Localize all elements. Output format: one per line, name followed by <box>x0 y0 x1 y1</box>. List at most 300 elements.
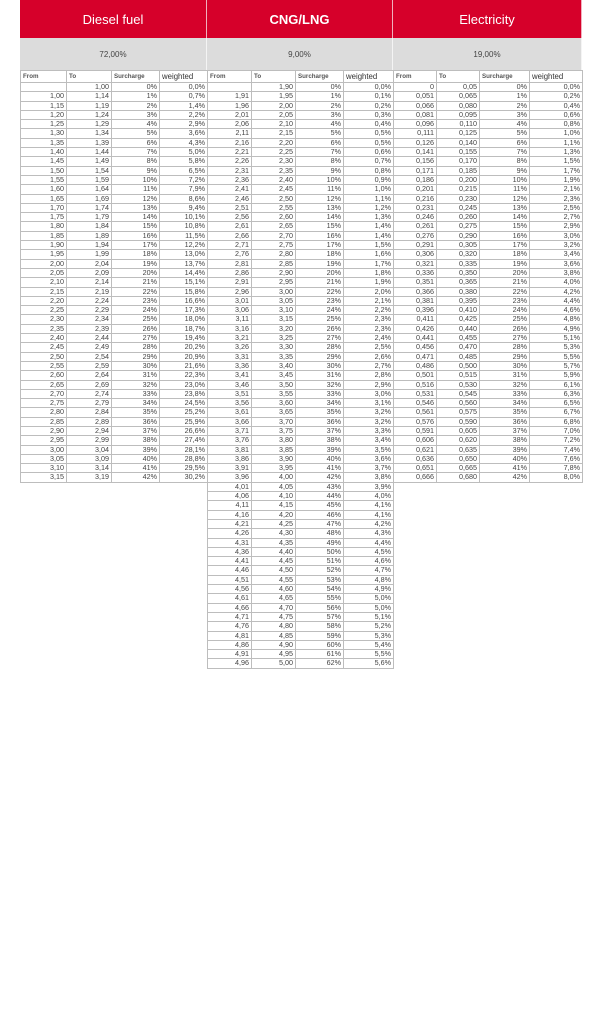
cell-surcharge: 20% <box>480 268 530 277</box>
table-row <box>21 389 208 398</box>
cell-weighted: 2,3% <box>530 194 583 203</box>
table-row <box>21 213 208 222</box>
cell-weighted: 19,4% <box>160 334 208 343</box>
cell-from: 0,546 <box>394 399 437 408</box>
cell-surcharge: 45% <box>296 501 344 510</box>
table-row <box>208 306 394 315</box>
cell-weighted: 7,6% <box>530 454 583 463</box>
table-row <box>394 231 583 240</box>
cell-to: 0,425 <box>437 315 480 324</box>
cell-to: 2,19 <box>67 287 112 296</box>
cell-surcharge: 15% <box>296 222 344 231</box>
cell-weighted: 0,2% <box>530 92 583 101</box>
cell-from: 2,16 <box>208 138 252 147</box>
cell-weighted: 1,3% <box>344 213 394 222</box>
cell-to: 1,90 <box>252 83 296 92</box>
cng-weight: 9,00% <box>207 38 393 70</box>
cell-from: 2,21 <box>208 148 252 157</box>
cell-weighted: 4,8% <box>344 575 394 584</box>
cell-to: 4,40 <box>252 547 296 556</box>
table-row <box>394 343 583 352</box>
cell-weighted: 20,2% <box>160 343 208 352</box>
cell-weighted: 5,3% <box>530 343 583 352</box>
cell-weighted: 4,7% <box>344 566 394 575</box>
cell-from: 1,65 <box>21 194 67 203</box>
cell-to: 2,35 <box>252 166 296 175</box>
cell-surcharge: 40% <box>296 454 344 463</box>
table-row <box>394 389 583 398</box>
cell-surcharge: 2% <box>480 101 530 110</box>
cell-from: 4,01 <box>208 482 252 491</box>
cell-surcharge: 18% <box>480 250 530 259</box>
cell-surcharge: 36% <box>480 417 530 426</box>
cell-surcharge: 36% <box>112 417 160 426</box>
cell-weighted: 1,4% <box>344 222 394 231</box>
table-row <box>208 547 394 556</box>
table-row <box>208 631 394 640</box>
cell-surcharge: 49% <box>296 538 344 547</box>
cell-to: 2,30 <box>252 157 296 166</box>
column-header-from: From <box>394 71 437 83</box>
cell-from: 0,621 <box>394 445 437 454</box>
cell-surcharge: 20% <box>296 268 344 277</box>
cell-to: 0,365 <box>437 278 480 287</box>
cell-to: 2,44 <box>67 334 112 343</box>
cell-surcharge: 32% <box>296 380 344 389</box>
cell-weighted: 2,5% <box>530 203 583 212</box>
cell-surcharge: 57% <box>296 612 344 621</box>
cell-weighted: 12,2% <box>160 241 208 250</box>
cell-to: 2,34 <box>67 315 112 324</box>
cell-from: 1,90 <box>21 241 67 250</box>
table-row <box>394 157 583 166</box>
cell-surcharge: 1% <box>296 92 344 101</box>
cell-weighted: 1,7% <box>344 259 394 268</box>
cell-to: 0,05 <box>437 83 480 92</box>
cell-from: 2,66 <box>208 231 252 240</box>
cell-to: 0,170 <box>437 157 480 166</box>
table-row <box>208 120 394 129</box>
cell-from: 2,20 <box>21 296 67 305</box>
cng-column-headers <box>208 71 394 83</box>
cell-weighted: 13,0% <box>160 250 208 259</box>
cell-weighted: 3,9% <box>344 482 394 491</box>
cell-weighted: 3,1% <box>344 399 394 408</box>
cell-from: 4,46 <box>208 566 252 575</box>
cell-to: 0,515 <box>437 371 480 380</box>
cell-surcharge: 62% <box>296 659 344 668</box>
cell-weighted: 2,6% <box>344 352 394 361</box>
electricity-table <box>393 70 583 483</box>
cell-to: 0,080 <box>437 101 480 110</box>
cell-weighted: 4,6% <box>344 557 394 566</box>
table-row <box>208 250 394 259</box>
cell-weighted: 0,6% <box>530 110 583 119</box>
cell-from: 2,80 <box>21 408 67 417</box>
cell-weighted: 11,5% <box>160 231 208 240</box>
cell-from: 4,21 <box>208 519 252 528</box>
cell-weighted: 4,0% <box>530 278 583 287</box>
cell-weighted: 5,5% <box>344 650 394 659</box>
cell-to: 3,95 <box>252 464 296 473</box>
cell-weighted: 3,4% <box>344 436 394 445</box>
cell-from: 2,45 <box>21 343 67 352</box>
cell-to: 3,15 <box>252 315 296 324</box>
table-row <box>21 166 208 175</box>
cell-surcharge: 10% <box>480 175 530 184</box>
cell-weighted: 7,2% <box>530 436 583 445</box>
cell-weighted: 3,2% <box>530 241 583 250</box>
cell-from: 3,71 <box>208 426 252 435</box>
cell-surcharge: 26% <box>480 324 530 333</box>
cell-surcharge: 11% <box>480 185 530 194</box>
cell-from: 2,15 <box>21 287 67 296</box>
cell-surcharge: 33% <box>112 389 160 398</box>
cell-weighted: 7,2% <box>160 175 208 184</box>
table-row <box>208 445 394 454</box>
table-row <box>21 408 208 417</box>
cell-weighted: 0,8% <box>344 166 394 175</box>
cell-to: 2,00 <box>252 101 296 110</box>
cell-surcharge: 8% <box>480 157 530 166</box>
cell-surcharge: 2% <box>296 101 344 110</box>
cell-to: 2,95 <box>252 278 296 287</box>
cell-weighted: 16,6% <box>160 296 208 305</box>
table-row <box>394 222 583 231</box>
cell-surcharge: 27% <box>480 334 530 343</box>
cell-weighted: 2,2% <box>344 306 394 315</box>
table-row <box>394 334 583 343</box>
cell-weighted: 26,6% <box>160 426 208 435</box>
cell-weighted: 1,4% <box>344 231 394 240</box>
cell-weighted: 6,5% <box>530 399 583 408</box>
cell-to: 3,80 <box>252 436 296 445</box>
cell-from: 3,01 <box>208 296 252 305</box>
table-row <box>394 426 583 435</box>
cell-to: 4,25 <box>252 519 296 528</box>
cell-surcharge: 34% <box>112 399 160 408</box>
cell-to: 2,40 <box>252 175 296 184</box>
cell-from: 0,096 <box>394 120 437 129</box>
table-row <box>21 473 208 482</box>
cell-to: 1,79 <box>67 213 112 222</box>
cell-to: 1,64 <box>67 185 112 194</box>
cell-weighted: 1,9% <box>530 175 583 184</box>
cell-weighted: 2,9% <box>530 222 583 231</box>
cell-to: 0,530 <box>437 380 480 389</box>
cell-surcharge: 21% <box>480 278 530 287</box>
cell-weighted: 2,1% <box>344 296 394 305</box>
cell-weighted: 21,6% <box>160 361 208 370</box>
cell-surcharge: 38% <box>112 436 160 445</box>
table-row <box>208 101 394 110</box>
cell-from: 4,26 <box>208 529 252 538</box>
cell-surcharge: 9% <box>480 166 530 175</box>
cell-surcharge: 26% <box>296 324 344 333</box>
cell-surcharge: 21% <box>296 278 344 287</box>
cell-weighted: 5,0% <box>160 148 208 157</box>
cell-weighted: 1,9% <box>344 278 394 287</box>
cell-from: 0,531 <box>394 389 437 398</box>
table-row <box>394 185 583 194</box>
table-row <box>208 83 394 92</box>
cell-from: 2,81 <box>208 259 252 268</box>
cell-to: 2,49 <box>67 343 112 352</box>
cell-from: 2,96 <box>208 287 252 296</box>
cell-weighted: 2,9% <box>344 380 394 389</box>
cell-to: 2,74 <box>67 389 112 398</box>
cell-weighted: 3,0% <box>344 389 394 398</box>
table-row <box>21 110 208 119</box>
cell-weighted: 13,7% <box>160 259 208 268</box>
cell-to: 1,00 <box>67 83 112 92</box>
table-row <box>394 166 583 175</box>
cell-to: 1,34 <box>67 129 112 138</box>
cell-surcharge: 0% <box>112 83 160 92</box>
cell-weighted: 22,3% <box>160 371 208 380</box>
cell-surcharge: 34% <box>296 399 344 408</box>
cell-from: 0,186 <box>394 175 437 184</box>
cell-surcharge: 13% <box>296 203 344 212</box>
cell-from: 1,55 <box>21 175 67 184</box>
cell-from: 0,201 <box>394 185 437 194</box>
table-row <box>208 622 394 631</box>
cell-from: 2,76 <box>208 250 252 259</box>
cell-weighted: 1,1% <box>530 138 583 147</box>
cell-from: 3,76 <box>208 436 252 445</box>
cell-from: 2,71 <box>208 241 252 250</box>
cell-surcharge: 23% <box>480 296 530 305</box>
cell-weighted: 4,2% <box>344 519 394 528</box>
cell-weighted: 3,0% <box>530 231 583 240</box>
table-row <box>21 278 208 287</box>
cell-from: 2,36 <box>208 175 252 184</box>
cell-from: 2,70 <box>21 389 67 398</box>
cell-surcharge: 13% <box>480 203 530 212</box>
table-row <box>208 659 394 668</box>
cell-to: 0,395 <box>437 296 480 305</box>
table-row <box>21 241 208 250</box>
cell-from: 3,41 <box>208 371 252 380</box>
cell-surcharge: 18% <box>296 250 344 259</box>
table-row <box>208 492 394 501</box>
cell-surcharge: 29% <box>296 352 344 361</box>
cell-from: 0,636 <box>394 454 437 463</box>
cell-weighted: 7,9% <box>160 185 208 194</box>
cell-weighted: 3,8% <box>530 268 583 277</box>
cell-weighted: 7,8% <box>530 464 583 473</box>
cell-surcharge: 21% <box>112 278 160 287</box>
cell-weighted: 18,0% <box>160 315 208 324</box>
cell-to: 3,60 <box>252 399 296 408</box>
cell-from: 3,46 <box>208 380 252 389</box>
cell-to: 1,49 <box>67 157 112 166</box>
cell-surcharge: 33% <box>296 389 344 398</box>
cell-weighted: 2,3% <box>344 315 394 324</box>
cell-from: 0,516 <box>394 380 437 389</box>
cell-from: 0,051 <box>394 92 437 101</box>
cell-from: 0,396 <box>394 306 437 315</box>
cell-from: 3,56 <box>208 399 252 408</box>
cell-from: 0,336 <box>394 268 437 277</box>
cell-surcharge: 22% <box>296 287 344 296</box>
cell-to: 0,350 <box>437 268 480 277</box>
table-row <box>208 538 394 547</box>
cell-surcharge: 22% <box>112 287 160 296</box>
cell-surcharge: 9% <box>112 166 160 175</box>
cell-surcharge: 47% <box>296 519 344 528</box>
cell-weighted: 0,2% <box>344 101 394 110</box>
cell-surcharge: 32% <box>480 380 530 389</box>
cell-from: 1,45 <box>21 157 67 166</box>
cell-surcharge: 19% <box>480 259 530 268</box>
diesel-weight: 72,00% <box>20 38 207 70</box>
cell-to: 1,14 <box>67 92 112 101</box>
cell-from: 0,081 <box>394 110 437 119</box>
cell-weighted: 1,7% <box>530 166 583 175</box>
cell-from: 3,61 <box>208 408 252 417</box>
cell-weighted: 0,6% <box>344 148 394 157</box>
cell-to: 0,665 <box>437 464 480 473</box>
cell-from: 4,91 <box>208 650 252 659</box>
column-header-surcharge: Surcharge <box>112 71 160 83</box>
cell-from: 0,606 <box>394 436 437 445</box>
cell-from: 4,36 <box>208 547 252 556</box>
cell-surcharge: 54% <box>296 585 344 594</box>
cell-from: 1,25 <box>21 120 67 129</box>
cell-to: 4,00 <box>252 473 296 482</box>
cell-to: 0,065 <box>437 92 480 101</box>
cell-to: 0,200 <box>437 175 480 184</box>
table-row <box>394 473 583 482</box>
cell-surcharge: 6% <box>296 138 344 147</box>
cell-weighted: 4,1% <box>344 501 394 510</box>
cell-surcharge: 4% <box>112 120 160 129</box>
table-row <box>21 120 208 129</box>
cell-weighted: 6,1% <box>530 380 583 389</box>
cell-to: 2,80 <box>252 250 296 259</box>
cell-surcharge: 16% <box>480 231 530 240</box>
cell-from: 2,06 <box>208 120 252 129</box>
table-row <box>394 213 583 222</box>
cell-from: 0,351 <box>394 278 437 287</box>
cell-weighted: 1,0% <box>344 185 394 194</box>
cell-to: 4,45 <box>252 557 296 566</box>
cell-to: 1,89 <box>67 231 112 240</box>
table-row <box>394 371 583 380</box>
cell-surcharge: 40% <box>112 454 160 463</box>
cell-weighted: 23,8% <box>160 389 208 398</box>
cell-weighted: 5,1% <box>530 334 583 343</box>
table-row <box>208 603 394 612</box>
table-row <box>208 157 394 166</box>
cell-weighted: 6,8% <box>530 417 583 426</box>
cell-weighted: 2,7% <box>344 361 394 370</box>
table-row <box>208 185 394 194</box>
table-row <box>394 101 583 110</box>
cell-from: 0,666 <box>394 473 437 482</box>
cell-from: 2,90 <box>21 426 67 435</box>
diesel-column-headers <box>21 71 208 83</box>
cell-surcharge: 41% <box>480 464 530 473</box>
table-row <box>208 426 394 435</box>
table-row <box>21 417 208 426</box>
table-row <box>208 650 394 659</box>
cell-surcharge: 31% <box>112 371 160 380</box>
column-header-from: From <box>21 71 67 83</box>
cell-weighted: 0,3% <box>344 110 394 119</box>
cell-from: 1,91 <box>208 92 252 101</box>
cell-weighted: 5,5% <box>530 352 583 361</box>
cell-weighted: 5,0% <box>344 603 394 612</box>
cell-to: 3,09 <box>67 454 112 463</box>
cell-to: 0,635 <box>437 445 480 454</box>
cell-from: 0,426 <box>394 324 437 333</box>
table-row <box>208 371 394 380</box>
cell-weighted: 3,5% <box>344 445 394 454</box>
cell-to: 0,095 <box>437 110 480 119</box>
cell-from: 4,71 <box>208 612 252 621</box>
fuel-type-header-row <box>20 0 582 38</box>
cell-to: 0,560 <box>437 399 480 408</box>
cell-from: 0,141 <box>394 148 437 157</box>
cell-from: 4,51 <box>208 575 252 584</box>
cell-weighted: 4,2% <box>530 287 583 296</box>
table-row <box>394 203 583 212</box>
cell-from: 2,31 <box>208 166 252 175</box>
cell-to: 3,40 <box>252 361 296 370</box>
table-row <box>21 334 208 343</box>
cell-weighted: 17,3% <box>160 306 208 315</box>
cell-from: 0,171 <box>394 166 437 175</box>
cell-weighted: 9,4% <box>160 203 208 212</box>
cell-weighted: 6,7% <box>530 408 583 417</box>
cell-to: 2,54 <box>67 352 112 361</box>
cell-surcharge: 53% <box>296 575 344 584</box>
electricity-column-headers <box>394 71 583 83</box>
cell-to: 1,74 <box>67 203 112 212</box>
cell-from: 2,86 <box>208 268 252 277</box>
cell-from: 0,381 <box>394 296 437 305</box>
cell-to: 4,10 <box>252 492 296 501</box>
cell-from: 3,06 <box>208 306 252 315</box>
cell-weighted: 1,6% <box>344 250 394 259</box>
cell-weighted: 23,0% <box>160 380 208 389</box>
cell-to: 2,10 <box>252 120 296 129</box>
table-row <box>394 324 583 333</box>
table-row <box>21 380 208 389</box>
cell-from: 3,81 <box>208 445 252 454</box>
table-row <box>208 464 394 473</box>
cell-from: 0,441 <box>394 334 437 343</box>
table-row <box>21 454 208 463</box>
table-row <box>208 408 394 417</box>
cell-from: 3,10 <box>21 464 67 473</box>
cell-weighted: 4,3% <box>344 529 394 538</box>
table-row <box>394 110 583 119</box>
cell-surcharge: 42% <box>112 473 160 482</box>
cell-surcharge: 43% <box>296 482 344 491</box>
cell-surcharge: 19% <box>112 259 160 268</box>
cell-from: 3,66 <box>208 417 252 426</box>
cell-from: 2,26 <box>208 157 252 166</box>
table-row <box>208 640 394 649</box>
cell-to: 3,20 <box>252 324 296 333</box>
cell-from: 1,00 <box>21 92 67 101</box>
cell-surcharge: 7% <box>112 148 160 157</box>
cell-from: 4,11 <box>208 501 252 510</box>
cell-to: 2,65 <box>252 222 296 231</box>
